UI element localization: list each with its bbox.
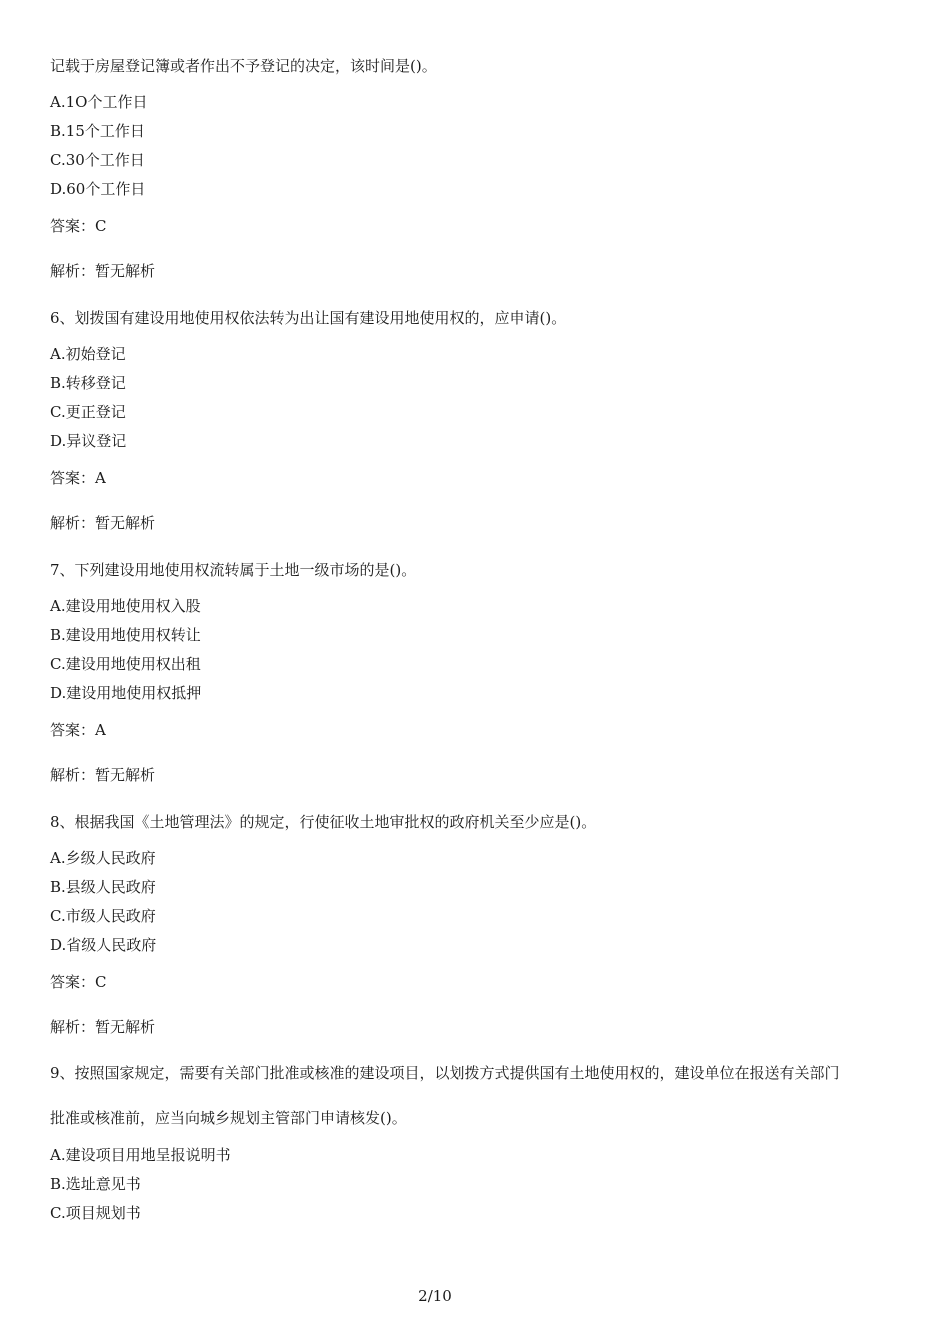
option-d: D.异议登记	[50, 432, 127, 450]
option-a: A.建设项目用地呈报说明书	[50, 1146, 231, 1164]
option-b: B.转移登记	[50, 374, 126, 392]
option-d: D.60个工作日	[50, 180, 146, 198]
option-a: A.建设用地使用权入股	[50, 597, 201, 615]
answer: 答案：C	[50, 217, 107, 235]
option-c: C.项目规划书	[50, 1204, 141, 1222]
option-c: C.建设用地使用权出租	[50, 655, 201, 673]
option-b: B.选址意见书	[50, 1175, 141, 1193]
question-5-stem-continued: 记载于房屋登记簿或者作出不予登记的决定，该时间是()。	[50, 57, 437, 75]
answer: 答案：A	[50, 721, 106, 739]
question-9-stem-line-1: 9、按照国家规定，需要有关部门批准或核准的建设项目，以划拨方式提供国有土地使用权的，建设单位在报送有关部门	[50, 1064, 840, 1082]
analysis: 解析：暂无解析	[50, 766, 156, 784]
analysis: 解析：暂无解析	[50, 514, 156, 532]
analysis: 解析：暂无解析	[50, 262, 156, 280]
question-6-stem: 6、划拨国有建设用地使用权依法转为出让国有建设用地使用权的，应申请()。	[50, 309, 567, 327]
option-a: A.初始登记	[50, 345, 126, 363]
option-c: C.30个工作日	[50, 151, 145, 169]
option-c: C.更正登记	[50, 403, 126, 421]
option-d: D.省级人民政府	[50, 936, 157, 954]
option-b: B.建设用地使用权转让	[50, 626, 201, 644]
answer: 答案：C	[50, 973, 107, 991]
option-a: A.乡级人民政府	[50, 849, 156, 867]
option-b: B.县级人民政府	[50, 878, 156, 896]
option-d: D.建设用地使用权抵押	[50, 684, 202, 702]
option-b: B.15个工作日	[50, 122, 145, 140]
question-8-stem: 8、根据我国《土地管理法》的规定，行使征收土地审批权的政府机关至少应是()。	[50, 813, 597, 831]
analysis: 解析：暂无解析	[50, 1018, 156, 1036]
page-number: 2/10	[418, 1287, 452, 1305]
answer: 答案：A	[50, 469, 106, 487]
option-c: C.市级人民政府	[50, 907, 156, 925]
question-7-stem: 7、下列建设用地使用权流转属于土地一级市场的是()。	[50, 561, 417, 579]
question-9-stem-line-2: 批准或核准前，应当向城乡规划主管部门申请核发()。	[50, 1109, 407, 1127]
option-a: A.1O个工作日	[50, 93, 148, 111]
